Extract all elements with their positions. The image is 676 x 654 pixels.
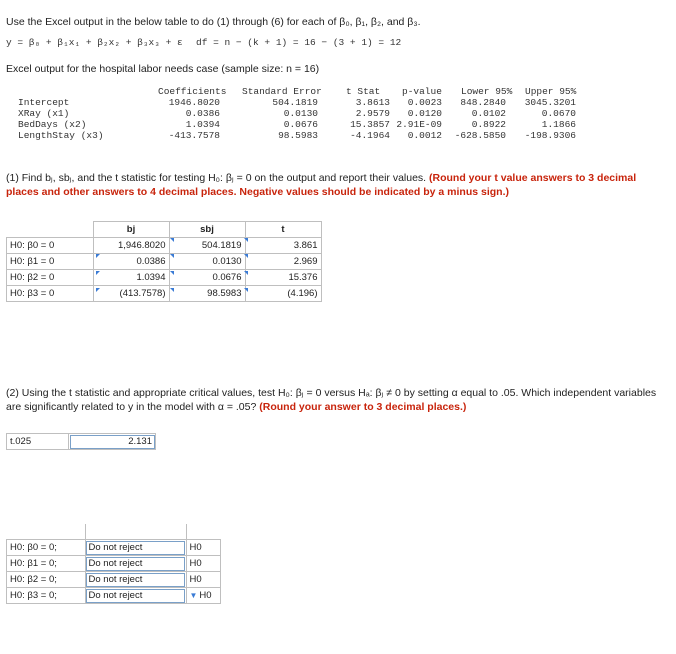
excel-header-lower: Lower 95% — [461, 86, 513, 97]
excel-cell: 15.3857 — [350, 119, 390, 130]
bj-input[interactable]: 1,946.8020 — [93, 238, 169, 254]
question-1-instruction: (Round your t value answers to 3 decimal places and other answers to 4 decimal places. Negative values should be indicated by a minus sign.) — [6, 172, 637, 198]
cell-marker-icon — [170, 238, 174, 242]
sbj-input[interactable]: 0.0130 — [169, 254, 245, 270]
excel-header-se: Standard Error — [242, 86, 322, 97]
decision-dropdown[interactable]: Do not reject — [85, 572, 186, 588]
excel-cell: 0.0130 — [283, 108, 318, 119]
excel-cell: 3045.3201 — [524, 97, 576, 108]
cell-marker-icon — [170, 271, 174, 275]
excel-cell: -198.9306 — [524, 130, 576, 141]
row-label: H0: β2 = 0 — [7, 270, 94, 286]
cell-marker-icon — [96, 271, 100, 275]
col-header-bj: bj — [93, 222, 169, 238]
excel-cell: 1.1866 — [541, 119, 576, 130]
excel-cell: 0.8922 — [471, 119, 506, 130]
cell-marker-icon — [170, 288, 174, 292]
bj-input[interactable]: 0.0386 — [93, 254, 169, 270]
answer-table-1 — [6, 221, 322, 302]
excel-cell: 3.8613 — [355, 97, 390, 108]
col-header-t: t — [245, 222, 321, 238]
excel-header-upper: Upper 95% — [525, 86, 577, 97]
excel-output — [10, 86, 580, 146]
excel-cell: 0.0023 — [407, 97, 442, 108]
t-input[interactable]: (4.196) — [245, 286, 321, 302]
question-2-text: (2) Using the t statistic and appropriate critical values, test H₀: βⱼ = 0 versus Hₐ: βⱼ ≠ 0 by setting α equal to .05. Which independent variables are significantly related to y in the model with α = .05? — [6, 387, 657, 413]
excel-row-label: Intercept — [18, 97, 70, 108]
excel-row-label: LengthStay (x3) — [18, 130, 104, 141]
hypothesis-text: H0 — [199, 590, 212, 601]
cell-marker-icon — [96, 254, 100, 258]
excel-header-pvalue: p-value — [402, 86, 442, 97]
hypothesis-label: H0 — [186, 556, 221, 572]
excel-cell: -413.7578 — [168, 130, 220, 141]
sbj-input[interactable]: 0.0676 — [169, 270, 245, 286]
excel-cell: 0.0120 — [407, 108, 442, 119]
decision-row-label: H0: β0 = 0; — [7, 540, 86, 556]
excel-cell: 0.0102 — [471, 108, 506, 119]
cell-marker-icon — [244, 254, 248, 258]
bj-input[interactable]: (413.7578) — [93, 286, 169, 302]
excel-header-coef: Coefficients — [158, 86, 227, 97]
decision-dropdown[interactable]: Do not reject — [85, 556, 186, 572]
excel-cell: 848.2840 — [460, 97, 506, 108]
model-equation: y = β₀ + β₁x₁ + β₂x₂ + β₃x₃ + ε — [6, 37, 183, 48]
cell-marker-icon — [96, 288, 100, 292]
excel-cell: 1946.8020 — [168, 97, 220, 108]
bj-input[interactable]: 1.0394 — [93, 270, 169, 286]
t-input[interactable]: 2.969 — [245, 254, 321, 270]
excel-row-label: XRay (x1) — [18, 108, 70, 119]
decision-dropdown[interactable]: Do not reject — [85, 540, 186, 556]
decision-row-label: H0: β2 = 0; — [7, 572, 86, 588]
excel-row-label: BedDays (x2) — [18, 119, 87, 130]
decision-table — [6, 524, 221, 604]
excel-cell: 0.0386 — [185, 108, 220, 119]
t-input[interactable]: 3.861 — [245, 238, 321, 254]
intro-line: Use the Excel output in the below table to do (1) through (6) for each of β₀, β₁, β₂, and β₃. — [6, 16, 421, 28]
t025-label: t.025 — [7, 434, 69, 450]
excel-cell: 98.5983 — [278, 130, 318, 141]
decision-row-label: H0: β3 = 0; — [7, 588, 86, 604]
hypothesis-label — [186, 588, 221, 604]
decision-dropdown[interactable]: Do not reject — [85, 588, 186, 604]
excel-cell: 0.0012 — [407, 130, 442, 141]
decision-row-label: H0: β1 = 0; — [7, 556, 86, 572]
sbj-input[interactable]: 504.1819 — [169, 238, 245, 254]
row-label: H0: β3 = 0 — [7, 286, 94, 302]
question-2-instruction: (Round your answer to 3 decimal places.) — [259, 401, 467, 413]
excel-cell: -628.5850 — [454, 130, 506, 141]
sbj-input[interactable]: 98.5983 — [169, 286, 245, 302]
cell-marker-icon — [244, 238, 248, 242]
excel-cell: 504.1819 — [272, 97, 318, 108]
row-label: H0: β1 = 0 — [7, 254, 94, 270]
critical-value-table — [6, 433, 156, 450]
excel-cell: -4.1964 — [350, 130, 390, 141]
excel-caption: Excel output for the hospital labor needs case (sample size: n = 16) — [6, 63, 320, 75]
row-label: H0: β0 = 0 — [7, 238, 94, 254]
col-header-sbj: sbj — [169, 222, 245, 238]
hypothesis-label: H0 — [186, 572, 221, 588]
question-1-text: (1) Find bⱼ, sbⱼ, and the t statistic for testing H₀: βⱼ = 0 on the output and report their values. — [6, 172, 427, 184]
df-equation: df = n − (k + 1) = 16 − (3 + 1) = 12 — [196, 37, 402, 48]
t025-input[interactable]: 2.131 — [69, 434, 156, 450]
chevron-down-icon[interactable]: ▼ — [189, 591, 198, 600]
excel-cell: 0.0670 — [541, 108, 576, 119]
excel-cell: 2.91E-09 — [396, 119, 442, 130]
question-2 — [6, 386, 670, 414]
question-1 — [6, 171, 670, 199]
cell-marker-icon — [244, 288, 248, 292]
excel-header-tstat: t Stat — [346, 86, 381, 97]
excel-cell: 2.9579 — [355, 108, 390, 119]
t-input[interactable]: 15.376 — [245, 270, 321, 286]
cell-marker-icon — [244, 271, 248, 275]
hypothesis-label: H0 — [186, 540, 221, 556]
excel-cell: 0.0676 — [283, 119, 318, 130]
cell-marker-icon — [170, 254, 174, 258]
excel-cell: 1.0394 — [185, 119, 220, 130]
